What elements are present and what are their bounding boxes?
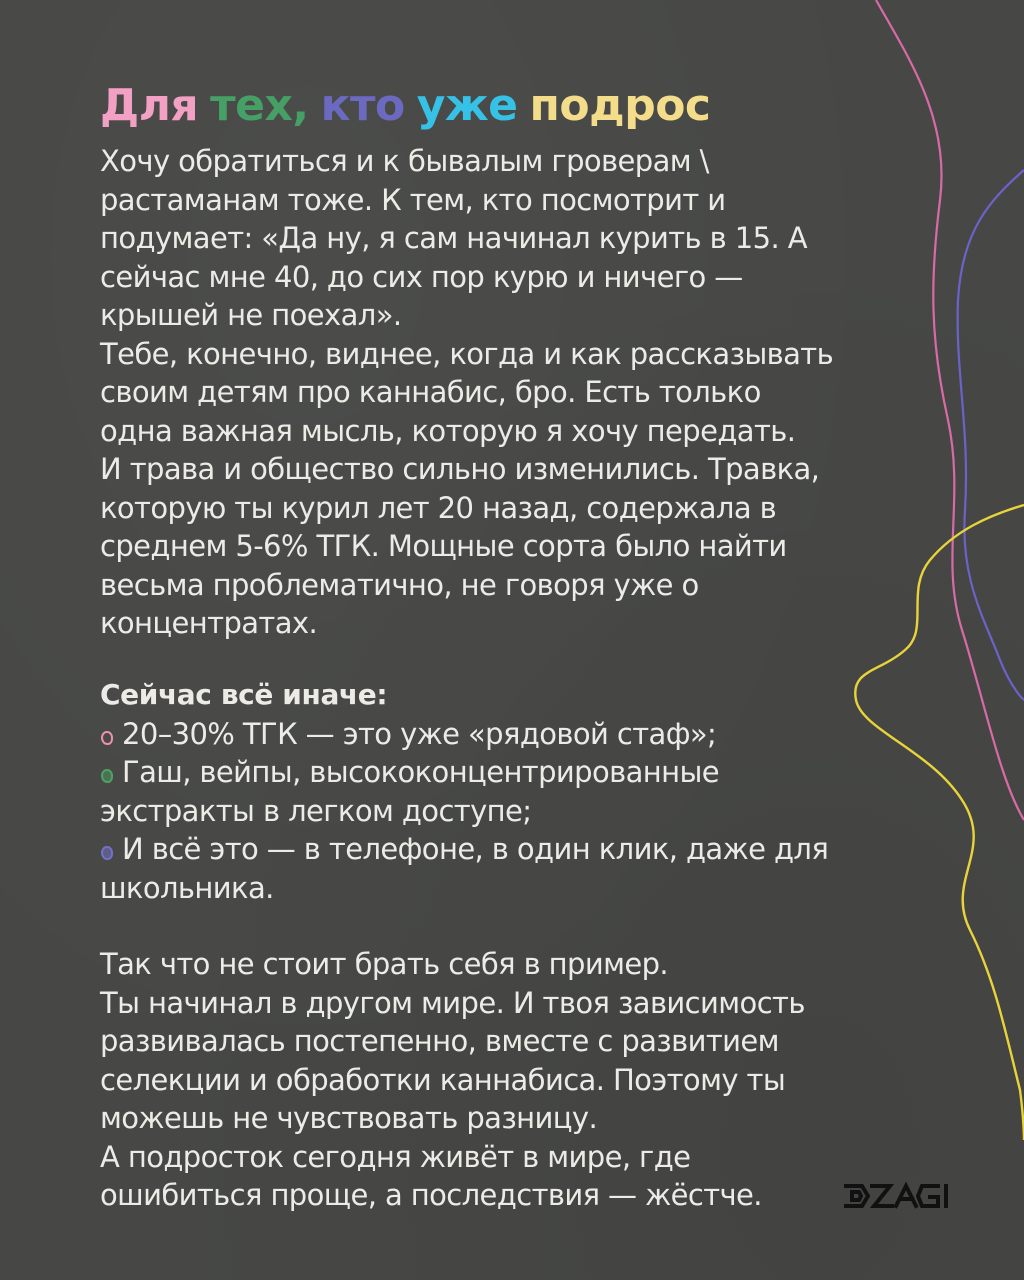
list-item: [100, 753, 940, 792]
text-line: крышей не поехал».: [100, 298, 402, 332]
text-line: одна важная мысль, которую я хочу передать.: [100, 413, 796, 448]
outro-paragraph: [100, 945, 940, 1215]
text-line: развивалась постепенно, вместе с развитием: [100, 1024, 779, 1058]
text-line: селекции и обработки каннабиса. Поэтому ты: [100, 1062, 786, 1097]
green-bullet-icon: [101, 769, 113, 783]
text-line: весьма проблематично, не говоря уже о: [100, 567, 699, 602]
title-word: Для: [100, 80, 199, 131]
section-heading: Сейчас всё иначе:: [100, 678, 388, 711]
purple-bullet-icon: [101, 846, 113, 860]
text-line: Ты начинал в другом мире. И твоя зависимость: [100, 985, 805, 1020]
text-line: Тебе, конечно, виднее, когда и как рассказывать: [100, 336, 834, 371]
text-line: сейчас мне 40, до сих пор курю и ничего —: [100, 259, 743, 294]
text-line: концентратах.: [100, 606, 318, 640]
text-line: растаманам тоже. К тем, кто посмотрит и: [100, 182, 726, 217]
pink-bullet-icon: [101, 731, 113, 745]
text-line: Хочу обратиться и к бывалым гроверам \: [100, 144, 709, 178]
list-item-text: Гаш, вейпы, высококонцентрированные: [122, 755, 720, 789]
text-line: Так что не стоит брать себя в пример.: [100, 947, 669, 981]
list-item-text: И всё это — в телефоне, в один клик, даже для: [122, 832, 829, 866]
list-item-continuation: экстракты в легком доступе;: [100, 793, 532, 828]
list-item: [100, 715, 940, 754]
title-word: подрос: [529, 80, 711, 131]
text-line: ошибиться проще, а последствия — жёстче.: [100, 1178, 762, 1212]
list-item-continuation: школьника.: [100, 870, 274, 905]
now-section: [100, 676, 940, 907]
intro-paragraph: [100, 142, 940, 643]
title-word: уже: [416, 80, 518, 131]
title-word: кто: [320, 80, 405, 131]
text-line: среднем 5-6% ТГК. Мощные сорта было найти: [100, 529, 787, 563]
page-title: [100, 76, 723, 136]
list-item-text: 20–30% ТГК — это уже «рядовой стаф»;: [122, 716, 717, 751]
text-line: своим детям про каннабис, бро. Есть только: [100, 375, 761, 409]
purple-line: [958, 170, 1024, 700]
text-line: И трава и общество сильно изменились. Травка,: [100, 452, 820, 486]
text-line: которую ты курил лет 20 назад, содержала в: [100, 490, 777, 525]
brand-logo: [842, 1180, 954, 1212]
list-item: [100, 830, 940, 869]
text-line: можешь не чувствовать разницу.: [100, 1101, 598, 1135]
title-word: тех,: [210, 80, 309, 131]
text-line: подумает: «Да ну, я сам начинал курить в 15. А: [100, 221, 807, 255]
text-line: А подросток сегодня живёт в мире, где: [100, 1139, 691, 1174]
